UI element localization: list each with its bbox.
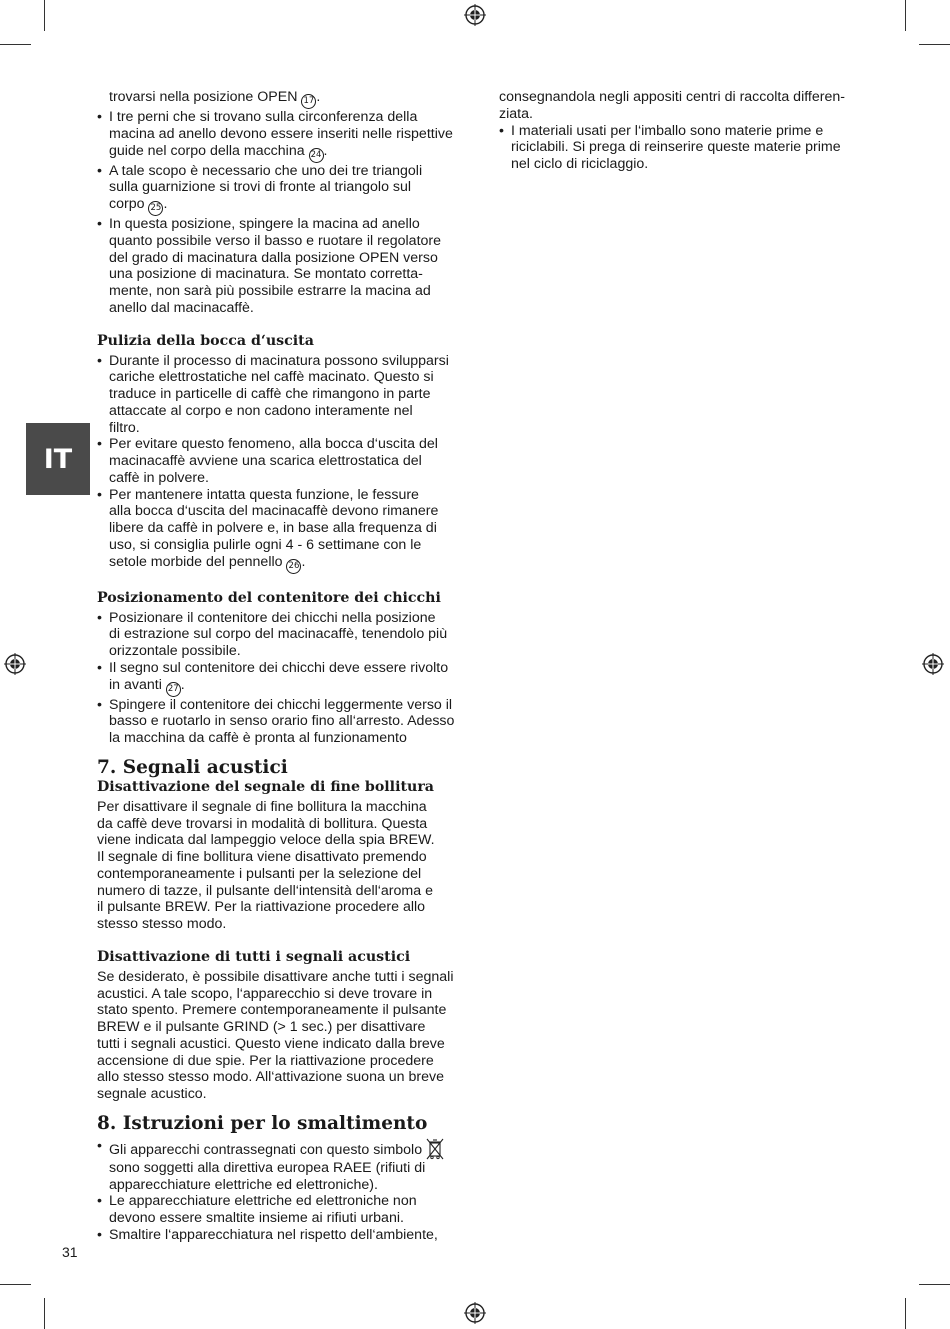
- figure-ref-number: 25: [148, 201, 163, 216]
- list-item: • Posizionare il contenitore dei chicchi nella posizione di estrazione sul corpo del macinacaffè, tenendolo più orizzontale possibile.: [97, 610, 469, 660]
- list-item: • Gli apparecchi contrassegnati con questo simbolo sono soggetti alla direttiva europea RAEE (rifiuti di apparecchiature elettriche ed elettroniche).: [97, 1138, 469, 1194]
- cleaning-list: [97, 353, 469, 574]
- weee-crossed-bin-icon: [426, 1138, 444, 1160]
- registration-mark-icon: [464, 1302, 486, 1324]
- section-heading: Posizionamento del contenitore dei chicchi: [97, 589, 441, 606]
- section-heading: Disattivazione del segnale di fine bollitura: [97, 778, 435, 795]
- list-item: • In questa posizione, spingere la macina ad anello quanto possibile verso il basso e ruotare il regolatore del grado di macinatura dalla posizione OPEN verso una posizione di macinatura. Se montato corretta- mente, non sarà più possibile estrarre la macina ad anello dal macinacaffè.: [97, 216, 469, 317]
- paragraph: Per disattivare il segnale di fine bollitura la macchina da caffè deve trovarsi in modalità di bollitura. Questa viene indicata dal lampeggio veloce della spia BREW. Il segnale di fine bollitura viene disattivato premendo contemporaneamente i pulsanti per la selezione del numero di tazze, il pulsante dell‘intensità dell‘aroma e il pulsante BREW. Per la riattivazione procedere allo stesso stesso modo.: [97, 798, 435, 932]
- crop-mark: [0, 1284, 31, 1285]
- crop-mark: [44, 1298, 45, 1329]
- section-heading: Disattivazione di tutti i segnali acustici: [97, 948, 411, 965]
- registration-mark-icon: [4, 653, 26, 675]
- crop-mark: [905, 0, 906, 31]
- crop-mark: [905, 1298, 906, 1329]
- registration-mark-icon: [464, 4, 486, 26]
- registration-mark-icon: [922, 653, 944, 675]
- section-heading: Pulizia della bocca d‘uscita: [97, 332, 314, 349]
- chapter-heading: 8. Istruzioni per lo smaltimento: [97, 1112, 428, 1134]
- crop-mark: [919, 1284, 950, 1285]
- language-tab: IT: [26, 423, 90, 495]
- list-item: • Per evitare questo fenomeno, alla bocca d‘uscita del macinacaffè avviene una scarica elettrostatica del caffè in polvere.: [97, 436, 469, 486]
- list-item: • Spingere il contenitore dei chicchi leggermente verso il basso e ruotarlo in senso orario fino all‘arresto. Adesso la macchina da caffè è pronta al funzionamento: [97, 697, 469, 747]
- crop-mark: [0, 44, 31, 45]
- chapter-heading: 7. Segnali acustici: [97, 756, 288, 778]
- paragraph: consegnandola negli appositi centri di raccolta differen- ziata.: [499, 89, 845, 122]
- disposal-list: [97, 1138, 469, 1244]
- right-column: [499, 89, 859, 173]
- list-item: trovarsi nella posizione OPEN 17 .: [97, 89, 469, 109]
- container-list: [97, 610, 469, 747]
- crop-mark: [919, 44, 950, 45]
- list-item: • Il segno sul contenitore dei chicchi deve essere rivolto in avanti 27 .: [97, 660, 469, 697]
- list-item: • Per mantenere intatta questa funzione, le fessure alla bocca d‘uscita del macinacaffè devono rimanere libere da caffè in polvere e, in base alla frequenza di uso, si consiglia pulirle ogni 4 - 6 settimane con le setole morbide del pennello 26 .: [97, 487, 469, 574]
- list-item: • Le apparecchiature elettriche ed elettroniche non devono essere smaltite insieme ai rifiuti urbani.: [97, 1193, 469, 1227]
- figure-ref-number: 24: [309, 148, 324, 163]
- paragraph: Se desiderato, è possibile disattivare anche tutti i segnali acustici. A tale scopo, l‘apparecchio si deve trovare in stato spento. Premere contemporaneamente il pulsante BREW e il pulsante GRIND (> 1 sec.) per disattivare tutti i segnali acustici. Questo viene indicato dalla breve accensione di due spie. Per la riattivazione procedere allo stesso stesso modo. All‘attivazione suona un breve segnale acustico.: [97, 968, 454, 1102]
- list-item: • Durante il processo di macinatura possono svilupparsi cariche elettrostatiche nel caffè macinato. Questo si traduce in particelle di caffè che rimangono in parte attaccate al corpo e non cadono interamente nel filtro.: [97, 353, 469, 437]
- figure-ref-number: 27: [166, 682, 181, 697]
- figure-ref-number: 26: [286, 559, 301, 574]
- list-item: • I tre perni che si trovano sulla circonferenza della macina ad anello devono essere inseriti nelle rispettive guide nel corpo della macchina 24 .: [97, 109, 469, 163]
- list-item: • Smaltire l‘apparecchiatura nel rispetto dell‘ambiente,: [97, 1227, 469, 1244]
- crop-mark: [44, 0, 45, 31]
- left-column: [97, 89, 469, 1244]
- page-number: 31: [62, 1244, 78, 1260]
- intro-list: [97, 89, 469, 317]
- list-item: • I materiali usati per l‘imballo sono materie prime e riciclabili. Si prega di reinserire queste materie prime nel ciclo di riciclaggio.: [499, 123, 859, 173]
- figure-ref-number: 17: [301, 94, 316, 109]
- recycling-list: [499, 123, 859, 173]
- list-item: • A tale scopo è necessario che uno dei tre triangoli sulla guarnizione si trovi di fronte al triangolo sul corpo 25 .: [97, 163, 469, 217]
